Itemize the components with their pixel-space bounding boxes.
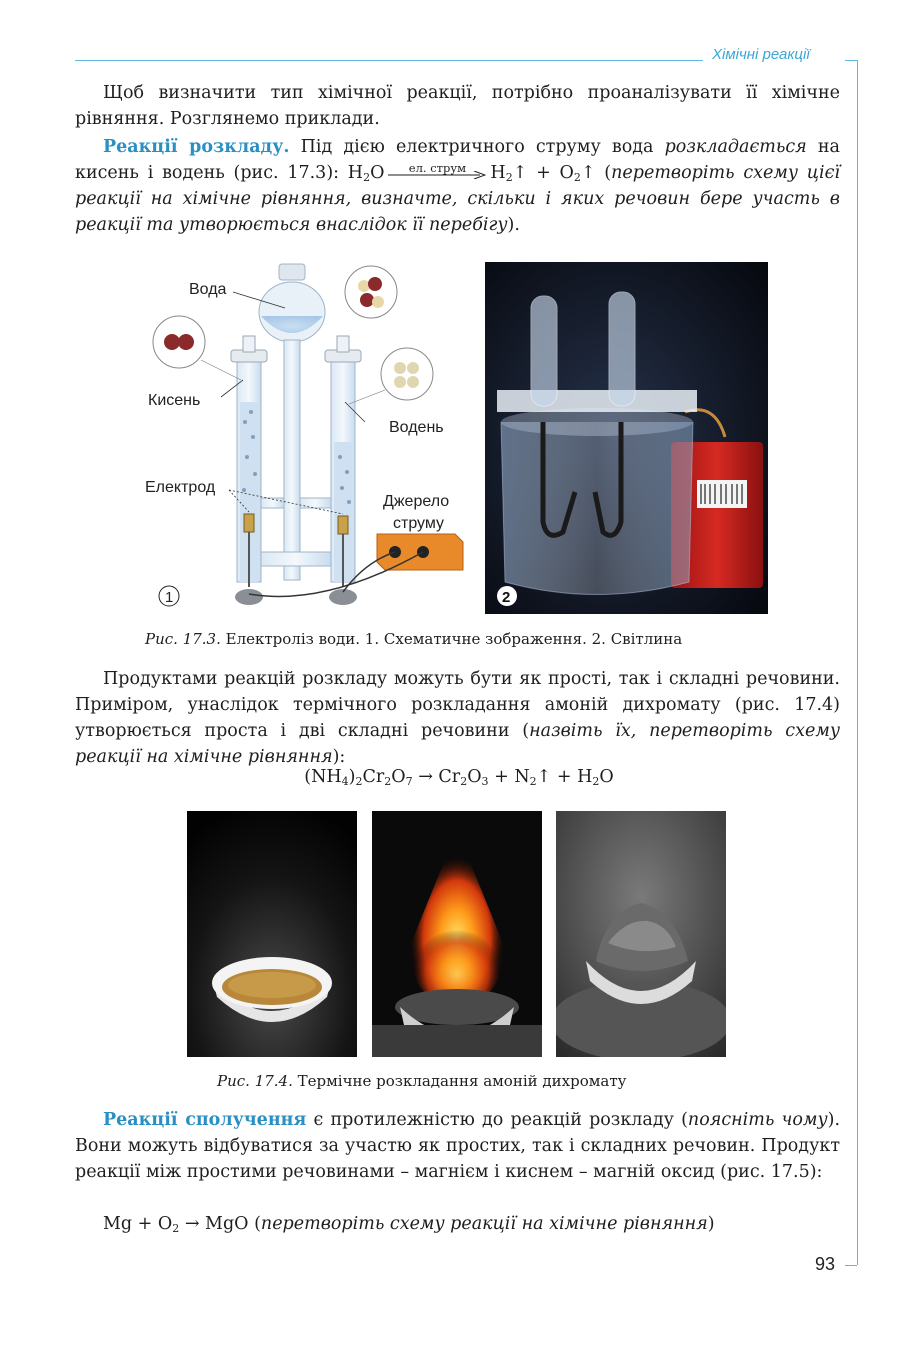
header-rule	[75, 60, 703, 61]
caption-text: Термічне розкладання амоній дихромату	[292, 1072, 627, 1090]
page-number: 93	[815, 1254, 836, 1274]
arrow-icon	[388, 171, 486, 179]
text-italic: поясніть чому	[687, 1110, 828, 1130]
paragraph-decomposition	[75, 134, 840, 238]
subscript: 3	[481, 775, 489, 788]
electrolysis-schematic	[145, 262, 467, 614]
text: на кисень і водень (рис. 17.3):	[75, 137, 840, 183]
formula: ↑ (	[580, 163, 612, 183]
figure-number-2: 2	[502, 589, 511, 606]
subscript: 2	[355, 775, 363, 788]
caption-label: Рис. 17.3.	[145, 630, 221, 648]
formula: + N	[488, 767, 530, 787]
side-tick-bottom	[845, 1265, 857, 1266]
subscript: 2	[573, 171, 581, 184]
photo-dichromate-burning	[372, 811, 542, 1057]
formula: Cr	[362, 767, 385, 787]
label-oxygen: Кисень	[148, 392, 201, 409]
caption-label: Рис. 17.4.	[217, 1072, 293, 1090]
formula: ↑ + O	[512, 163, 574, 183]
subscript: 7	[405, 775, 413, 788]
label-electrode: Електрод	[145, 479, 216, 496]
text: )	[707, 1214, 715, 1234]
text: Під дією електричного струму вода	[289, 137, 665, 157]
side-rule	[857, 60, 858, 1265]
formula: O	[391, 767, 406, 787]
subscript: 2	[529, 775, 537, 788]
formula: Cr	[438, 767, 461, 787]
text: Продуктами реакцій розкладу можуть бути як прості, так і складні речовини. Приміром, унаслідок термічного розкладання амоній дихромату (рис. 17.4) утворюється проста і дві складні речовини (	[75, 669, 840, 741]
text-italic: перетворіть схему реакції на хімічне рівняння	[260, 1214, 708, 1234]
subscript: 2	[592, 775, 600, 788]
caption-fig-17-3	[145, 630, 682, 648]
photo-dichromate-powder	[187, 811, 357, 1057]
paragraph-intro	[75, 80, 840, 132]
text-italic: назвіть їх, перетворіть схему реакції на хімічне рівняння	[75, 721, 840, 767]
photo-chromium-oxide	[556, 811, 726, 1057]
reaction-arrow	[388, 160, 486, 181]
label-water: Вода	[189, 281, 227, 298]
subscript: 2	[460, 775, 468, 788]
subscript: 2	[505, 171, 513, 184]
formula: → MgO (	[179, 1214, 261, 1234]
formula: Mg + O	[103, 1214, 173, 1234]
formula: O	[370, 163, 385, 183]
formula: (NH	[304, 767, 342, 787]
label-source-2: струму	[393, 515, 445, 532]
subscript: 2	[384, 775, 392, 788]
term-combination: Реакції сполучення	[103, 1110, 307, 1130]
paragraph-products	[75, 666, 840, 770]
paragraph-combination	[75, 1107, 840, 1185]
caption-fig-17-4	[217, 1072, 626, 1090]
label-source-1: Джерело	[383, 493, 450, 510]
formula: O	[599, 767, 614, 787]
figure-number-1: 1	[165, 589, 174, 606]
text-italic: розкладається	[664, 137, 807, 157]
side-tick-top	[845, 60, 857, 61]
equation-dichromate	[0, 767, 918, 787]
text: ):	[332, 747, 346, 767]
text: є протилежністю до реакцій розкладу (	[306, 1110, 688, 1130]
formula: O	[467, 767, 482, 787]
equation-magnesium	[75, 1211, 840, 1237]
subscript: 2	[172, 1222, 180, 1235]
electrolysis-photo	[485, 262, 768, 614]
formula: H	[490, 163, 506, 183]
running-header: Хімічні реакції	[712, 46, 810, 63]
label-hydrogen: Водень	[389, 419, 444, 436]
arrow: →	[412, 767, 439, 787]
text: ).	[507, 215, 520, 235]
term-decomposition: Реакції розкладу.	[103, 137, 290, 157]
subscript: 4	[341, 775, 349, 788]
arrow-label: ел. струм	[408, 160, 467, 175]
caption-text: Електроліз води. 1. Схематичне зображення. 2. Світлина	[220, 630, 683, 648]
subscript: 2	[363, 171, 371, 184]
formula: H	[347, 163, 364, 183]
text: ). Вони можуть відбуватися за участю як простих, так і складних речовин. Продукт реакції між простими речовинами – магнієм і киснем – магній оксид (рис. 17.5):	[75, 1110, 841, 1182]
formula: ↑ + H	[536, 767, 593, 787]
text-italic: перетворіть схему цієї реакції на хімічне рівняння, визначте, скільки і яких речовин бере участь в реакції та утворюється внаслідок її перебігу	[75, 163, 840, 235]
formula: )	[348, 767, 356, 787]
paragraph-intro-text: Щоб визначити тип хімічної реакції, потрібно проаналізувати її хімічне рівняння. Розглянемо приклади.	[75, 83, 840, 129]
